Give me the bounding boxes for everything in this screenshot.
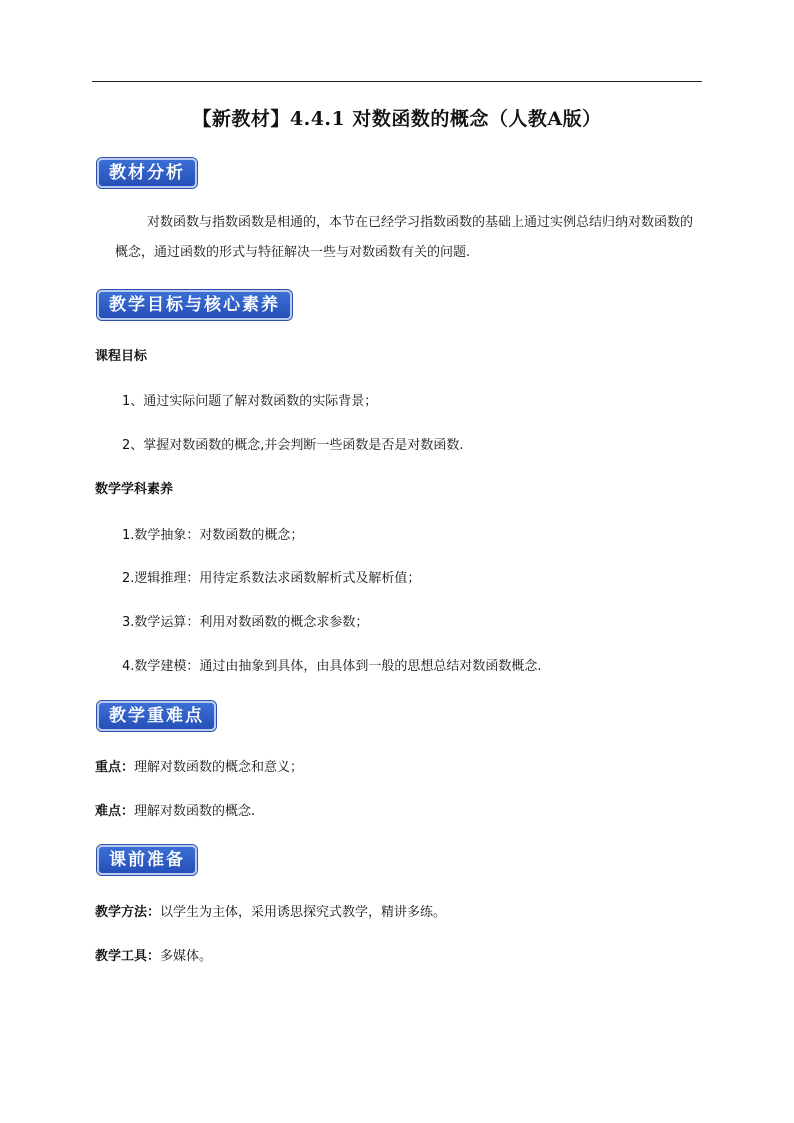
page-title: 【新教材】4.4.1 对数函数的概念（人教A版）: [192, 108, 602, 130]
section-heading-preparation: 课前准备: [97, 845, 197, 875]
difficult-point-label: 难点：: [95, 804, 135, 819]
key-point-label: 重点：: [95, 760, 135, 775]
section-heading-analysis: 教材分析: [97, 158, 197, 188]
key-point-line: [95, 756, 303, 775]
teaching-method-label: 教学方法：: [95, 905, 161, 920]
literacy-label: 数学学科素养: [95, 482, 174, 497]
header-rule: [92, 81, 702, 82]
difficult-point-line: [95, 800, 255, 819]
section-heading-key-points: 教学重难点: [97, 701, 216, 731]
literacy-item: 3.数学运算：利用对数函数的概念求参数；: [122, 615, 369, 630]
analysis-paragraph: 对数函数与指数函数是相通的，本节在已经学习指数函数的基础上通过实例总结归纳对数函数的概念，通过函数的形式与特征解决一些与对数函数有关的问题.: [115, 215, 694, 260]
course-goal-item: 1、通过实际问题了解对数函数的实际背景；: [122, 394, 378, 409]
course-goal-item: 2、掌握对数函数的概念,并会判断一些函数是否是对数函数.: [122, 438, 464, 453]
difficult-point-text: 理解对数函数的概念.: [134, 804, 256, 819]
teaching-method-line: [95, 901, 446, 920]
literacy-item: 2.逻辑推理：用待定系数法求函数解析式及解析值；: [122, 571, 421, 586]
teaching-tools-text: 多媒体。: [160, 949, 213, 964]
teaching-method-text: 以学生为主体，采用诱思探究式教学，精讲多练。: [160, 905, 447, 920]
course-goals-label: 课程目标: [95, 349, 148, 364]
teaching-tools-label: 教学工具：: [95, 949, 161, 964]
section-heading-goals: 教学目标与核心素养: [97, 290, 292, 320]
key-point-text: 理解对数函数的概念和意义；: [134, 760, 304, 775]
literacy-item: 1.数学抽象：对数函数的概念；: [122, 528, 304, 543]
teaching-tools-line: [95, 945, 212, 964]
literacy-item: 4.数学建模：通过由抽象到具体，由具体到一般的思想总结对数函数概念.: [122, 659, 542, 674]
